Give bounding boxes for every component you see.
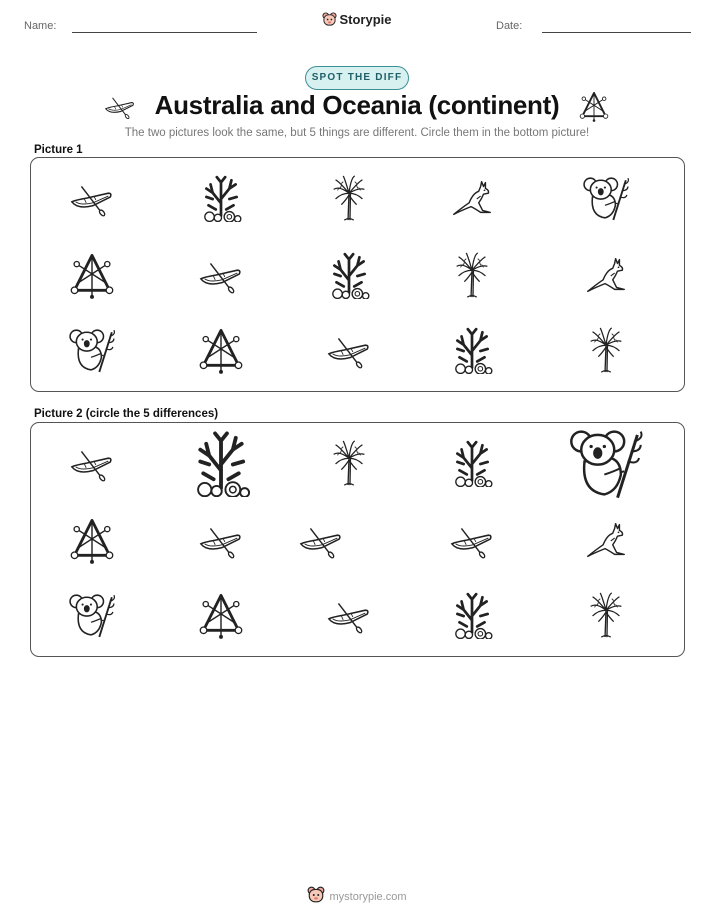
coral-icon <box>325 251 373 299</box>
coral-icon <box>197 174 245 222</box>
canoe-icon[interactable] <box>68 439 116 487</box>
canoe-icon[interactable] <box>197 516 245 564</box>
kangaroo-icon <box>448 174 496 222</box>
palm-tree-icon <box>325 174 373 222</box>
coral-icon[interactable] <box>187 429 255 497</box>
brand <box>0 12 714 27</box>
palm-tree-icon[interactable] <box>582 591 630 639</box>
name-label: Name: <box>24 20 57 32</box>
brand-name: Storypie <box>339 12 392 27</box>
palm-tree-icon[interactable] <box>325 439 373 487</box>
name-line[interactable] <box>72 32 257 33</box>
canoe-icon <box>325 326 373 374</box>
picture1-label: Picture 1 <box>34 144 83 156</box>
canoe-icon[interactable] <box>297 516 345 564</box>
coral-icon[interactable] <box>448 439 496 487</box>
boomerang-star-icon <box>68 251 116 299</box>
picture1-box <box>30 157 685 392</box>
instructions: The two pictures look the same, but 5 things are different. Circle them in the bottom picture! <box>124 127 590 139</box>
picture2-box[interactable] <box>30 422 685 657</box>
storypie-logo-icon <box>307 886 325 904</box>
page-title: Australia and Oceania (continent) <box>154 90 560 120</box>
kangaroo-icon[interactable] <box>582 516 630 564</box>
palm-tree-icon <box>448 251 496 299</box>
boomerang-star-icon <box>578 90 610 122</box>
footer-site: mystorypie.com <box>329 891 407 903</box>
coral-icon <box>448 326 496 374</box>
canoe-icon <box>197 251 245 299</box>
canoe-icon[interactable] <box>325 591 373 639</box>
storypie-logo-icon <box>322 12 337 27</box>
koala-icon[interactable] <box>568 425 644 501</box>
date-label: Date: <box>496 20 523 32</box>
boomerang-star-icon[interactable] <box>197 591 245 639</box>
footer <box>0 886 714 904</box>
canoe-icon <box>68 174 116 222</box>
coral-icon[interactable] <box>448 591 496 639</box>
palm-tree-icon <box>582 326 630 374</box>
boomerang-star-icon <box>197 326 245 374</box>
date-line[interactable] <box>542 32 691 33</box>
koala-icon <box>68 326 116 374</box>
boomerang-star-icon[interactable] <box>68 516 116 564</box>
kangaroo-icon <box>582 251 630 299</box>
canoe-icon[interactable] <box>448 516 496 564</box>
koala-icon <box>582 174 630 222</box>
koala-icon[interactable] <box>68 591 116 639</box>
spot-the-diff-badge: SPOT THE DIFF <box>305 66 409 90</box>
picture2-label: Picture 2 (circle the 5 differences) <box>34 408 219 420</box>
